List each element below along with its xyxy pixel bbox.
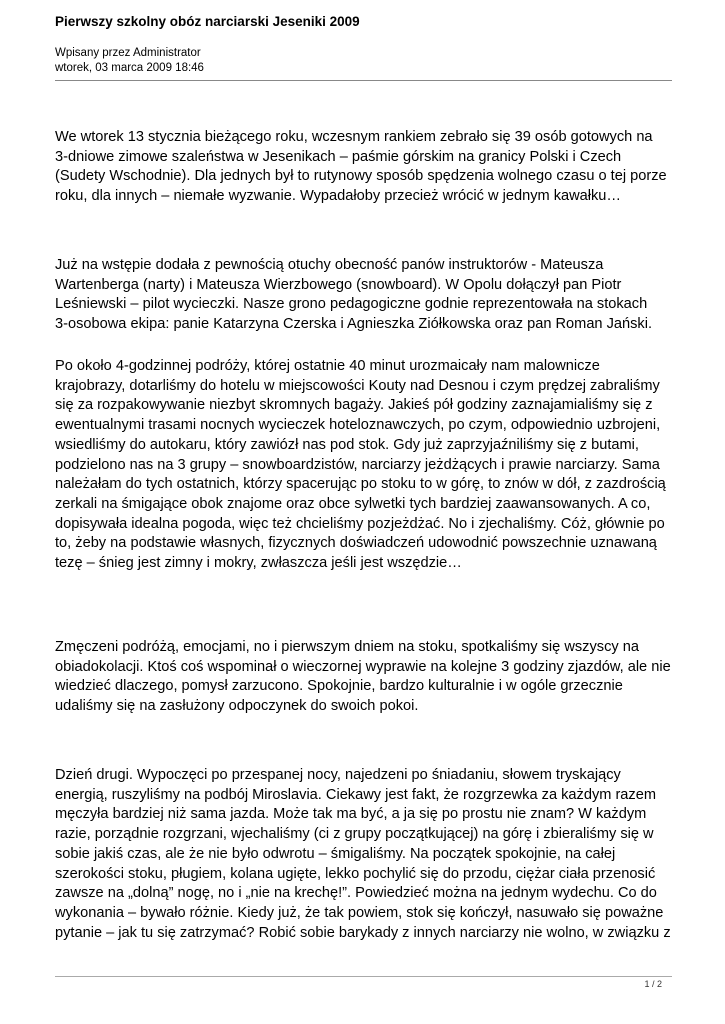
paragraph-line: wsiedliśmy do autokaru, który zawiózł nas pod stok. Gdy już zaprzyjaźniliśmy się z butami, xyxy=(55,436,639,453)
paragraph-line: męczyła bardziej niż sama jazda. Może tak ma być, a ja się po prostu nie znam? W każdym xyxy=(55,806,647,823)
paragraph-3 xyxy=(55,357,680,574)
paragraph-line: tezę – śnieg jest zimny i mokry, zwłaszcza jeśli jest wszędzie… xyxy=(55,555,462,572)
paragraph-1 xyxy=(55,128,680,207)
paragraph-2 xyxy=(55,256,680,335)
paragraph-line: krajobrazy, dotarliśmy do hotelu w miejscowości Kouty nad Desnou i czym prędzej zabraliśmy xyxy=(55,377,660,394)
paragraph-line: udaliśmy się na zasłużony odpoczynek do swoich pokoi. xyxy=(55,698,419,715)
paragraph-line: to, żeby na podstawie własnych, fizycznych doświadczeń udowodnić powszechnie uznawaną xyxy=(55,535,657,552)
paragraph-5 xyxy=(55,766,680,943)
paragraph-line: należałam do tych ostatnich, którzy spacerując po stoku to w górę, to znów w dół, z zazdrością xyxy=(55,476,666,493)
paragraph-line: razie, porządnie rozgrzani, wjechaliśmy (ci z grupy początkującej) na górę i zbieraliśmy się w xyxy=(55,826,654,843)
paragraph-line: zerkali na śmigające obok znajome oraz obce sylwetki tych bardziej zaawansowanych. A co, xyxy=(55,495,651,512)
paragraph-line: zawsze na „dolną” nogę, no i „nie na krechę!”. Powiedzieć można na jednym wydechu. Co do xyxy=(55,885,657,902)
paragraph-line: Dzień drugi. Wypoczęci po przespanej nocy, najedzeni po śniadaniu, słowem tryskający xyxy=(55,767,621,783)
footer-divider xyxy=(55,976,672,977)
article-author: Wpisany przez Administrator xyxy=(55,47,201,59)
article-meta xyxy=(55,46,204,76)
paragraph-line: Po około 4-godzinnej podróży, której ostatnie 40 minut urozmaicały nam malownicze xyxy=(55,358,600,374)
header-divider xyxy=(55,80,672,81)
paragraph-line: pytanie – jak tu się zatrzymać? Robić sobie barykady z innych narciarzy nie wolno, w związku z xyxy=(55,924,671,941)
paragraph-line: 3-osobowa ekipa: panie Katarzyna Czerska i Agnieszka Ziółkowska oraz pan Roman Jański. xyxy=(55,316,653,333)
paragraph-line: energią, ruszyliśmy na podbój Miroslavia. Ciekawy jest fakt, że rozgrzewka za każdym razem xyxy=(55,786,656,803)
paragraph-line: sobie jakiś czas, ale że nie było odwrotu – śmigaliśmy. Na początek spokojnie, na całej xyxy=(55,845,616,862)
paragraph-line: 3-dniowe zimowe szaleństwa w Jesenikach – paśmie górskim na granicy Polski i Czech xyxy=(55,148,622,165)
paragraph-line: wykonania – bywało różnie. Kiedy już, że tak powiem, stok się kończył, nasuwało się poważne xyxy=(55,904,664,921)
paragraph-line: Zmęczeni podróżą, emocjami, no i pierwszym dniem na stoku, spotkaliśmy się wszyscy na xyxy=(55,639,639,655)
paragraph-line: podzielono nas na 3 grupy – snowboardzistów, narciarzy jeżdżących i prawie narciarzy. Sama xyxy=(55,456,660,473)
article-date: wtorek, 03 marca 2009 18:46 xyxy=(55,62,204,74)
paragraph-line: wiedzieć dlaczego, pomysł zarzucono. Spokojnie, bardzo kulturalnie i w ogóle grzecznie xyxy=(55,678,623,695)
paragraph-line: obiadokolacji. Ktoś coś wspominał o wieczornej wyprawie na kolejne 3 godziny zjazdów, ale nie xyxy=(55,658,671,675)
paragraph-line: Leśniewski – pilot wycieczki. Nasze grono pedagogiczne godnie reprezentowała na stokach xyxy=(55,296,648,313)
paragraph-line: ewentualnymi trasami nocnych wycieczek hoteloznawczych, po czym, odpowiednio uzbrojeni, xyxy=(55,417,661,434)
article-title: Pierwszy szkolny obóz narciarski Jeseniki 2009 xyxy=(55,14,360,29)
page-number: 1 / 2 xyxy=(644,979,662,989)
paragraph-line: dopisywała idealna pogoda, więc też chcieliśmy pozjeżdżać. No i zjechaliśmy. Cóż, głównie po xyxy=(55,515,665,532)
paragraph-line: We wtorek 13 stycznia bieżącego roku, wczesnym rankiem zebrało się 39 osób gotowych na xyxy=(55,129,653,145)
paragraph-line: Już na wstępie dodała z pewnością otuchy obecność panów instruktorów - Mateusza xyxy=(55,257,604,273)
paragraph-4 xyxy=(55,638,680,717)
paragraph-line: roku, dla innych – niemałe wyzwanie. Wypadałoby przecież wrócić w jednym kawałku… xyxy=(55,188,622,205)
paragraph-line: Wartenberga (narty) i Mateusza Wierzbowego (snowboard). W Opolu dołączył pan Piotr xyxy=(55,276,622,293)
paragraph-line: szerokości stoku, pługiem, kolana ugięte, lekko pochylić się do przodu, ciężar ciała przenosić xyxy=(55,865,656,882)
paragraph-line: się za rozpakowywanie niezbyt skromnych bagaży. Jakieś pół godziny zaznajamialiśmy się z xyxy=(55,397,653,414)
paragraph-line: (Sudety Wschodnie). Dla jednych był to rutynowy sposób spędzenia wolnego czasu o tej porze xyxy=(55,168,667,185)
